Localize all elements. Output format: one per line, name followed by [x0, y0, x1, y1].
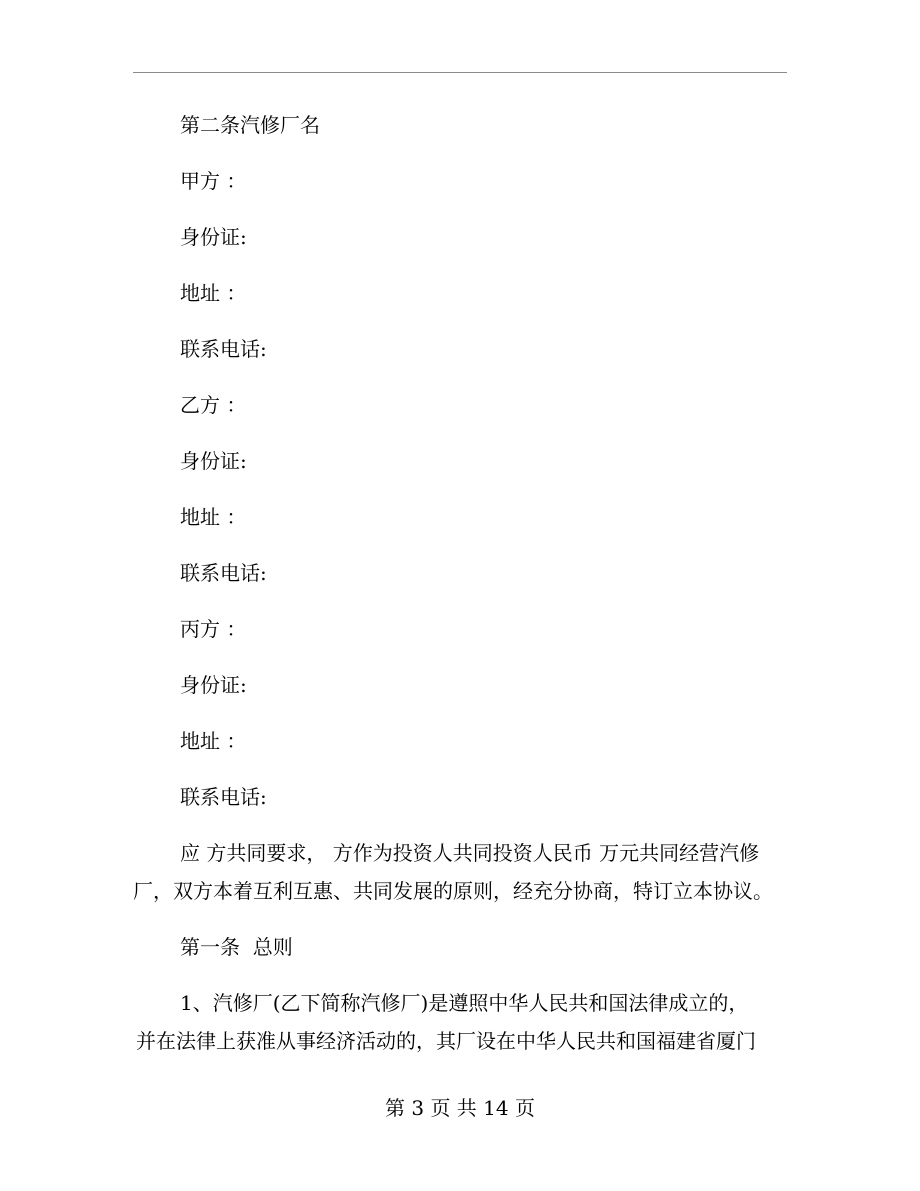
party-a-phone-label: 联系电话: [180, 337, 267, 361]
party-b-address-label: 地址 ： [180, 505, 247, 529]
party-b-name: 乙方 ： [180, 393, 247, 417]
party-b-id-label: 身份证: [180, 449, 247, 473]
party-c-address-label: 地址 ： [180, 729, 247, 753]
party-b-phone-label: 联系电话: [180, 561, 267, 585]
intro-paragraph-line2: 厂，双方本着互利互惠、共同发展的原则，经充分协商，特订立本协议。 [133, 879, 773, 903]
section1-title: 第一条 总则 [180, 935, 293, 959]
party-a-address-label: 地址 ： [180, 281, 247, 305]
party-a-id-label: 身份证: [180, 225, 247, 249]
intro-paragraph-line1: 应 方共同要求， 方作为投资人共同投资人民币 万元共同经营汽修 [180, 841, 760, 865]
page-footer: 第 3 页 共 14 页 [385, 1096, 535, 1120]
party-c-id-label: 身份证: [180, 673, 247, 697]
header-rule [133, 72, 787, 73]
party-a-name: 甲方 ： [180, 169, 247, 193]
clause1-line2: 并在法律上获准从事经济活动的，其厂设在中华人民共和国福建省厦门 [136, 1029, 756, 1053]
section2-title: 第二条汽修厂名 [180, 113, 320, 137]
clause1-line1: 1、汽修厂(乙下简称汽修厂)是遵照中华人民共和国法律成立的， [180, 991, 749, 1015]
party-c-phone-label: 联系电话: [180, 785, 267, 809]
party-c-name: 丙方 ： [180, 617, 247, 641]
